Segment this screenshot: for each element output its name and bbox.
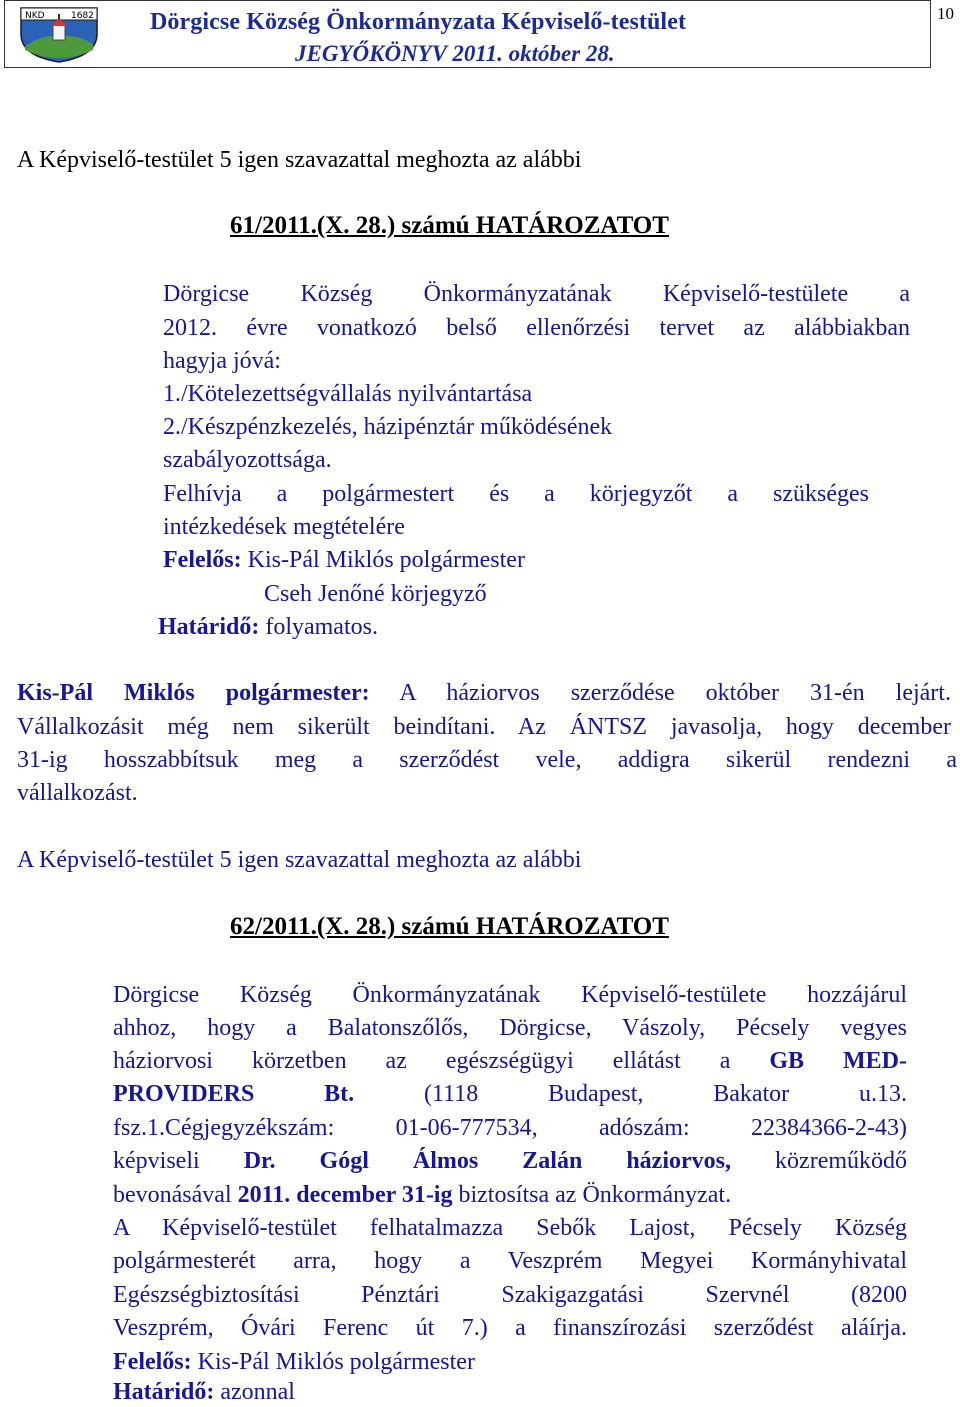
- resolution-2-line-7a: bevonásával: [113, 1182, 232, 1208]
- page-number: 10: [937, 4, 954, 23]
- resolution-2-line-3: [113, 1046, 907, 1076]
- provider-name-a: GB MED-: [769, 1048, 907, 1074]
- doctor-name: Dr. Gógl Álmos Zalán háziorvos,: [243, 1148, 731, 1174]
- responsible-label: Felelős:: [163, 547, 242, 573]
- deadline-value-2: azonnal: [220, 1379, 295, 1405]
- resolution-2-line-2: ahhoz, hogy a Balatonszőlős, Dörgicse, Vászoly, Pécsely vegyes: [113, 1015, 907, 1041]
- deadline-label-2: Határidő:: [113, 1379, 215, 1405]
- deadline-value: folyamatos.: [265, 614, 378, 640]
- vote-statement-2: A Képviselő-testület 5 igen szavazattal meghozta az alábbi: [17, 847, 582, 873]
- resolution-1-line-7: Felhívja a polgármestert és a körjegyzőt a szükséges: [163, 481, 869, 507]
- resolution-1-deadline: [158, 612, 378, 642]
- resolution-2-line-4b: (1118 Budapest, Bakator u.13.: [424, 1081, 907, 1107]
- resolution-1-line-3: hagyja jóvá:: [163, 348, 281, 374]
- resolution-2-line-3a: háziorvosi körzetben az egészségügyi ellátást a: [113, 1048, 731, 1074]
- resolution-2-line-8: A Képviselő-testület felhatalmazza Sebők Lajost, Pécsely Község: [113, 1215, 907, 1241]
- speech-line-3: 31-ig hosszabbítsuk meg a szerződést vele, addigra sikerül rendezni a: [17, 747, 957, 773]
- resolution-2-line-4: [113, 1079, 907, 1109]
- resolution-1-line-4: 1./Kötelezettségvállalás nyilvántartása: [163, 381, 533, 407]
- vote-statement-1: A Képviselő-testület 5 igen szavazattal meghozta az alábbi: [17, 147, 582, 173]
- responsible-name-2: Cseh Jenőné körjegyző: [264, 581, 487, 607]
- resolution-2-line-11: Veszprém, Óvári Ferenc út 7.) a finanszírozási szerződést aláírja.: [113, 1315, 907, 1341]
- resolution-1-line-2: 2012. évre vonatkozó belső ellenőrzési tervet az alábbiakban: [163, 315, 910, 341]
- provider-name-b: PROVIDERS Bt.: [113, 1081, 355, 1107]
- resolution-1-line-5: 2./Készpénzkezelés, házipénztár működésének: [163, 414, 613, 440]
- resolution-2-heading: 62/2011.(X. 28.) számú HATÁROZATOT: [230, 913, 669, 940]
- speech-line-2: Vállalkozásit még nem sikerült beindítani. Az ÁNTSZ javasolja, hogy december: [17, 714, 951, 740]
- header-subtitle: JEGYŐKÖNYV 2011. október 28.: [295, 41, 615, 66]
- speech-line-1: [17, 678, 951, 708]
- resolution-2-line-7c: biztosítsa az Önkormányzat.: [458, 1182, 732, 1208]
- resolution-2-responsible: [113, 1347, 475, 1377]
- resolution-1-responsible: [163, 545, 525, 575]
- responsible-name-3: Kis-Pál Miklós polgármester: [197, 1349, 475, 1375]
- speaker-name: Kis-Pál Miklós polgármester:: [17, 680, 370, 706]
- resolution-2-line-1: Dörgicse Község Önkormányzatának Képviselő-testülete hozzájárul: [113, 982, 907, 1008]
- resolution-2-line-6a: képviseli: [113, 1148, 200, 1174]
- responsible-name-1: Kis-Pál Miklós polgármester: [247, 547, 525, 573]
- resolution-2-deadline: [113, 1377, 295, 1407]
- resolution-2-line-9: polgármesterét arra, hogy a Veszprém Megyei Kormányhivatal: [113, 1248, 907, 1274]
- resolution-2-date: 2011. december 31-ig: [237, 1182, 453, 1208]
- crest-text-right: 1682: [71, 11, 94, 21]
- header-title: Dörgicse Község Önkormányzata Képviselő-testület: [150, 9, 687, 35]
- resolution-1-heading: 61/2011.(X. 28.) számú HATÁROZATOT: [230, 212, 669, 239]
- coat-of-arms-logo: [17, 4, 101, 64]
- responsible-label-2: Felelős:: [113, 1349, 192, 1375]
- crest-text-left: NKD: [25, 11, 45, 21]
- resolution-2-line-7: [113, 1180, 731, 1210]
- resolution-2-line-10: Egészségbiztosítási Pénztári Szakigazgatási Szervnél (8200: [113, 1282, 907, 1308]
- resolution-1-line-6: szabályozottsága.: [163, 447, 332, 473]
- speech-text-1: A háziorvos szerződése október 31-én lejárt.: [399, 680, 951, 706]
- deadline-label: Határidő:: [158, 614, 260, 640]
- resolution-1-line-1: Dörgicse Község Önkormányzatának Képviselő-testülete a: [163, 281, 910, 307]
- resolution-2-line-5: fsz.1.Cégjegyzékszám: 01-06-777534, adószám: 22384366-2-43): [113, 1115, 907, 1141]
- resolution-2-line-6: [113, 1146, 907, 1176]
- speech-line-4: vállalkozást.: [17, 780, 138, 806]
- page-header: [4, 0, 931, 68]
- resolution-1-line-8: intézkedések megtételére: [163, 514, 405, 540]
- resolution-2-line-6c: közreműködő: [775, 1148, 908, 1174]
